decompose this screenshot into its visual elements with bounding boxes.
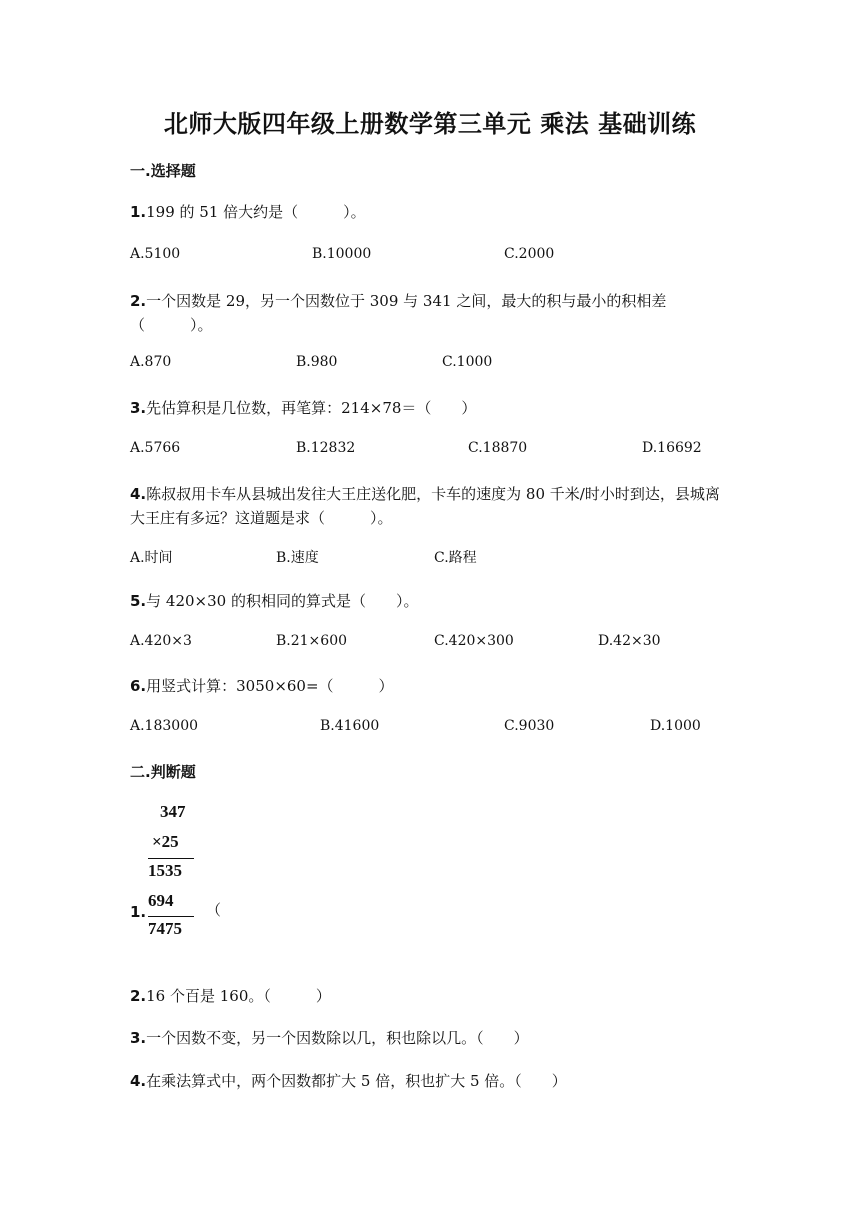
question-number: 3.: [130, 1029, 147, 1047]
calc-line-result: 7475: [148, 919, 182, 938]
option-b: B.21×600: [276, 633, 348, 649]
section-heading-judgement: 二.判断题: [130, 763, 196, 781]
option-c: C.420×300: [434, 633, 514, 649]
option-d: D.42×30: [598, 633, 661, 649]
section-heading-choice: 一.选择题: [130, 162, 196, 180]
question-number: 1.: [130, 903, 147, 921]
judgement-1-number: [130, 900, 170, 924]
calc-line-partial-2: 694: [148, 891, 174, 910]
judgement-4: [130, 1069, 730, 1093]
question-6: [130, 674, 730, 698]
question-text: 与 420×30 的积相同的算式是（ ）。: [146, 592, 419, 610]
option-b: B.980: [296, 354, 338, 370]
option-b: B.41600: [320, 718, 380, 734]
question-number: 6.: [130, 677, 147, 695]
question-text: 陈叔叔用卡车从县城出发往大王庄送化肥，卡车的速度为 80 千米/时小时到达，县城离大王庄有多远？这道题是求（ ）。: [130, 485, 720, 527]
question-4: [130, 482, 730, 530]
calc-line-multiplier: ×25: [152, 832, 179, 851]
judgement-1-paren: （: [206, 901, 222, 919]
question-number: 3.: [130, 399, 147, 417]
question-text: 在乘法算式中，两个因数都扩大 5 倍，积也扩大 5 倍。（ ）: [146, 1072, 567, 1090]
option-a: A.时间: [130, 550, 173, 566]
question-3: [130, 396, 730, 420]
option-d: D.16692: [642, 440, 702, 456]
option-c: C.路程: [434, 550, 477, 566]
calc-line-partial-1: 1535: [148, 861, 182, 880]
question-text: 16 个百是 160。（ ）: [146, 987, 331, 1005]
question-text: 一个因数是 29，另一个因数位于 309 与 341 之间，最大的积与最小的积相差（ ）。: [130, 292, 667, 334]
judgement-2: [130, 984, 730, 1008]
option-a: A.870: [130, 354, 172, 370]
option-a: A.183000: [130, 718, 199, 734]
question-number: 2.: [130, 987, 147, 1005]
option-d: D.1000: [650, 718, 701, 734]
question-text: 用竖式计算：3050×60=（ ）: [146, 677, 394, 695]
option-b: B.速度: [276, 550, 319, 566]
question-number: 1.: [130, 203, 147, 221]
question-number: 4.: [130, 1072, 147, 1090]
option-c: C.1000: [442, 354, 493, 370]
question-number: 4.: [130, 485, 147, 503]
question-number: 2.: [130, 292, 147, 310]
calc-rule: [148, 858, 194, 859]
option-a: A.5766: [130, 440, 181, 456]
option-c: C.18870: [468, 440, 528, 456]
option-c: C.2000: [504, 246, 555, 262]
calc-line-multiplicand: 347: [160, 802, 186, 821]
question-5: [130, 589, 730, 613]
option-b: B.10000: [312, 246, 372, 262]
question-text: 先估算积是几位数，再笔算：214×78＝（ ）: [146, 399, 477, 417]
option-a: A.420×3: [130, 633, 192, 649]
question-text: 一个因数不变，另一个因数除以几，积也除以几。（ ）: [146, 1029, 529, 1047]
option-b: B.12832: [296, 440, 356, 456]
option-c: C.9030: [504, 718, 555, 734]
option-a: A.5100: [130, 246, 181, 262]
question-1: [130, 200, 730, 224]
page-title: 北师大版四年级上册数学第三单元 乘法 基础训练: [163, 110, 697, 138]
question-2: [130, 289, 730, 337]
question-text: 199 的 51 倍大约是（ ）。: [146, 203, 366, 221]
judgement-3: [130, 1026, 730, 1050]
question-number: 5.: [130, 592, 147, 610]
